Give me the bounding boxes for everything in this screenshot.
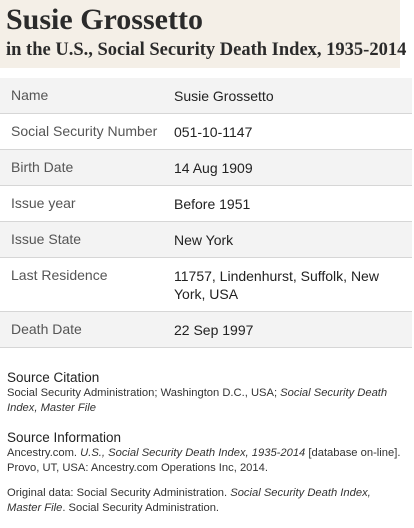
row-value: 11757, Lindenhurst, Suffolk, New York, USA	[174, 268, 379, 302]
row-death-date	[0, 312, 412, 348]
info-plain: [database on-line]. Provo, UT, USA: Ancestry.com Operations Inc, 2014.	[7, 447, 401, 474]
row-value: 22 Sep 1997	[174, 322, 254, 338]
row-birth-date	[0, 150, 412, 186]
row-value: Susie Grossetto	[174, 88, 274, 104]
row-issue-year	[0, 186, 412, 222]
row-label: Last Residence	[11, 267, 108, 283]
citation-italic: Social Security Death Index, Master File	[7, 387, 388, 414]
row-value: 051-10-1147	[174, 124, 253, 140]
original-italic: Social Security Death Index, Master File	[7, 487, 371, 514]
source-citation-text	[7, 386, 407, 416]
row-label: Issue year	[11, 195, 76, 211]
page-title: Susie Grossetto	[6, 3, 203, 36]
row-value: New York	[174, 232, 234, 248]
sources-section	[7, 370, 407, 516]
row-label: Issue State	[11, 231, 82, 247]
source-information-heading: Source Information	[7, 430, 122, 445]
row-label: Birth Date	[11, 159, 74, 175]
row-value: Before 1951	[174, 196, 251, 212]
info-database-title: U.S., Social Security Death Index, 1935-2014	[80, 447, 306, 459]
row-value: 14 Aug 1909	[174, 160, 253, 176]
source-citation-heading: Source Citation	[7, 370, 100, 385]
info-plain: Ancestry.com.	[7, 447, 81, 459]
collection-subtitle: in the U.S., Social Security Death Index, 1935-2014	[6, 40, 407, 60]
row-last-residence	[0, 258, 412, 312]
row-label: Social Security Number	[11, 123, 158, 139]
citation-plain: Social Security Administration; Washington D.C., USA;	[7, 387, 281, 399]
row-label: Name	[11, 87, 49, 103]
original-data-text	[7, 486, 407, 516]
record-header	[0, 0, 407, 68]
original-plain: Original data: Social Security Administration.	[7, 487, 231, 499]
row-ssn	[0, 114, 412, 150]
original-plain: . Social Security Administration.	[62, 502, 220, 514]
row-issue-state	[0, 222, 412, 258]
source-information-text	[7, 446, 407, 476]
record-table	[0, 78, 412, 348]
row-name	[0, 78, 412, 114]
row-label: Death Date	[11, 321, 82, 337]
